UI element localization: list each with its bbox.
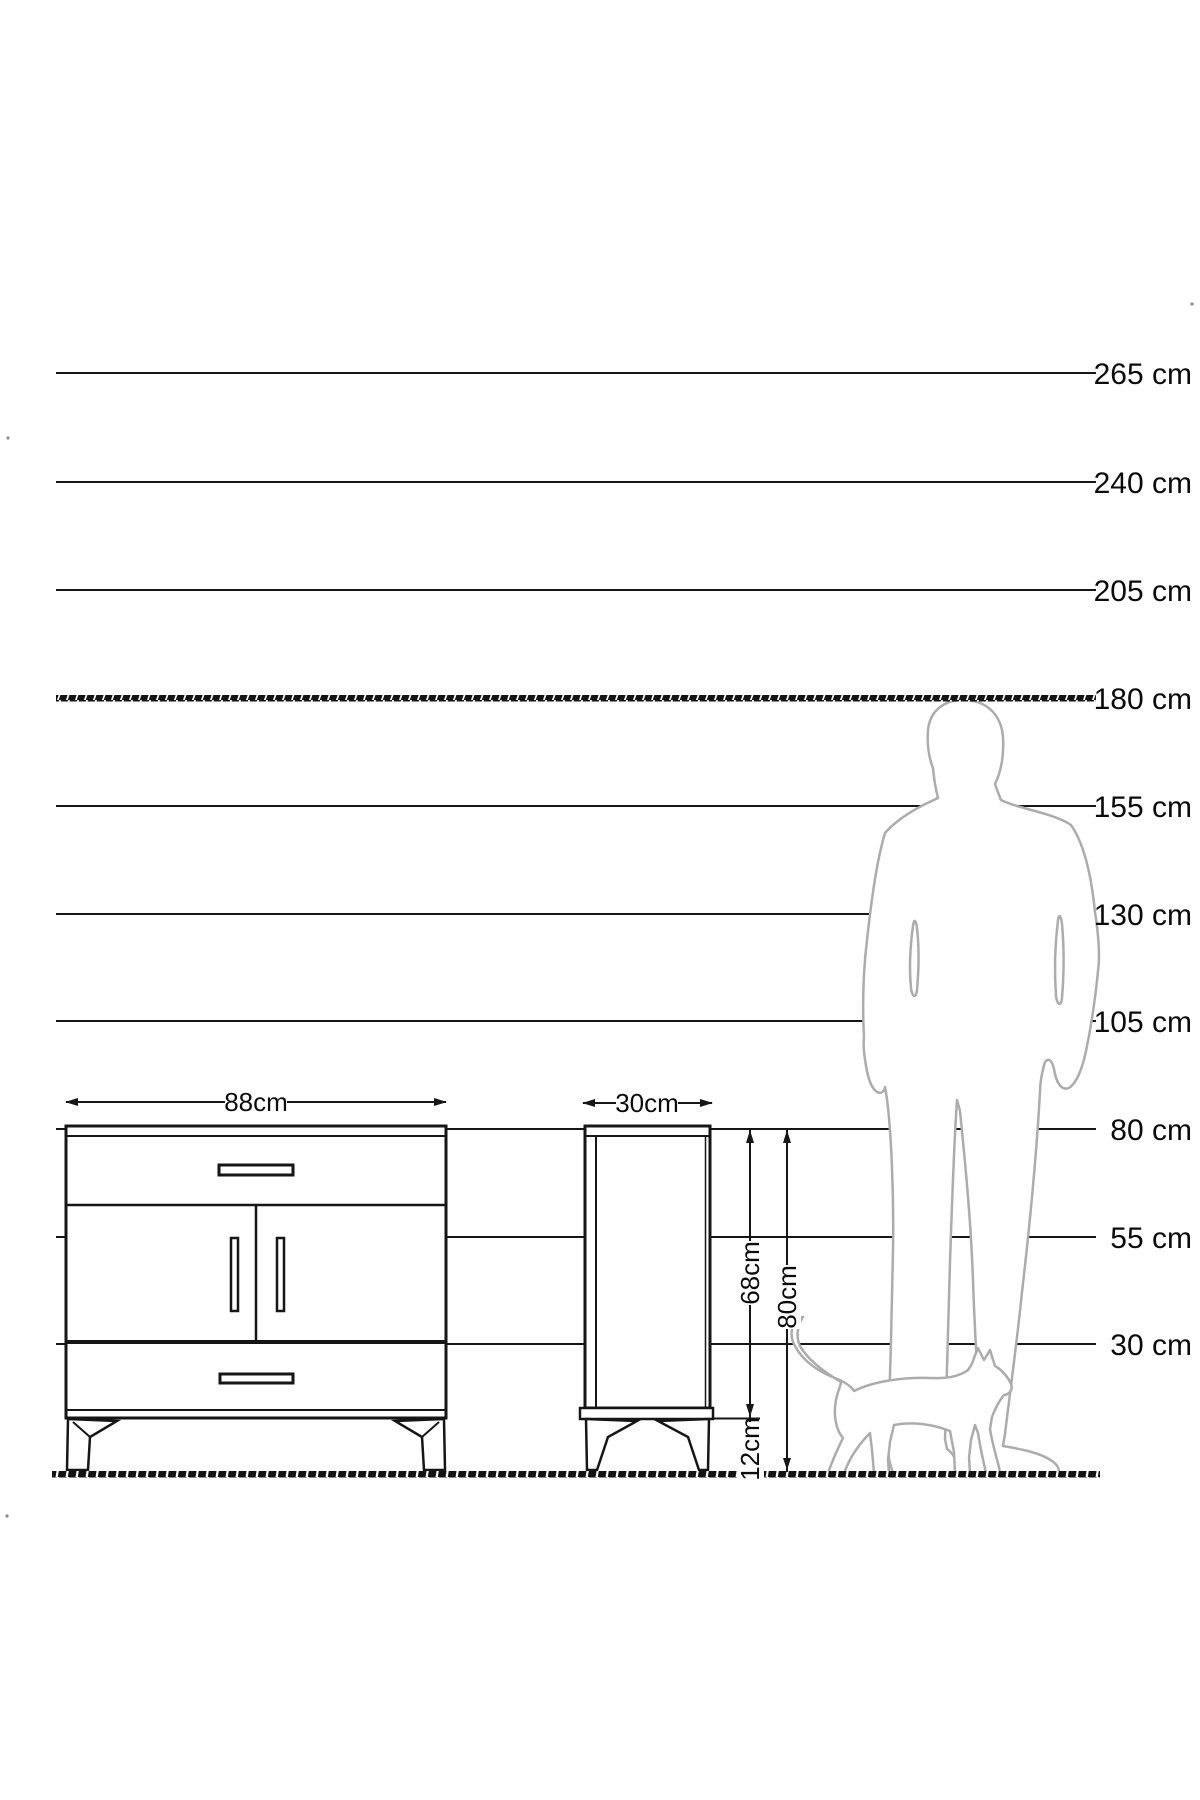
sideboard-top-drawer-handle <box>219 1165 293 1175</box>
scale-label-130: 130 cm <box>1093 899 1192 932</box>
speck-bottom-left <box>5 1514 8 1517</box>
dim-arrow-30cm-right <box>700 1099 713 1107</box>
dim-label-68cm: 68cm <box>735 1241 765 1305</box>
speck-top-right <box>1190 302 1193 305</box>
dim-arrow-68cm-bottom <box>746 1404 754 1417</box>
dim-arrow-68cm-top <box>746 1130 754 1143</box>
scale-label-265: 265 cm <box>1093 358 1192 391</box>
dim-label-30cm: 30cm <box>615 1088 679 1118</box>
scale-label-55: 55 cm <box>1110 1222 1192 1255</box>
scale-label-180: 180 cm <box>1093 683 1192 716</box>
cabinet-body <box>585 1126 710 1408</box>
ground-line-hatched <box>52 1471 1100 1478</box>
sideboard <box>66 1126 446 1470</box>
dim-arrow-30cm-left <box>582 1099 595 1107</box>
sideboard-right-leg <box>395 1419 445 1470</box>
scale-label-30: 30 cm <box>1110 1329 1192 1362</box>
scale-label-240: 240 cm <box>1093 467 1192 500</box>
sideboard-left-door-handle <box>231 1238 238 1311</box>
man-jacket-slit-left <box>910 921 919 996</box>
dim-arrow-88cm-right <box>434 1098 447 1106</box>
scale-label-80: 80 cm <box>1110 1114 1192 1147</box>
man-jacket-slit-right <box>1055 916 1064 1004</box>
dim-arrow-80cm-bottom <box>783 1458 791 1470</box>
scale-label-155: 155 cm <box>1093 791 1192 824</box>
narrow-cabinet <box>580 1126 713 1470</box>
cabinet-base-cap <box>580 1408 713 1419</box>
sideboard-right-door-handle <box>277 1238 284 1311</box>
sideboard-left-leg <box>67 1419 117 1470</box>
dim-arrow-80cm-top <box>783 1130 791 1143</box>
sideboard-bottom-drawer-handle <box>220 1374 293 1383</box>
dim-label-12cm: 12cm <box>735 1417 765 1481</box>
cabinet-left-leg <box>586 1419 637 1470</box>
height-scale-labels <box>1094 358 1192 1362</box>
line-180cm-hatched <box>56 695 1096 702</box>
cabinet-right-leg <box>658 1419 709 1470</box>
scale-label-105: 105 cm <box>1093 1006 1192 1039</box>
dim-label-88cm: 88cm <box>224 1087 288 1117</box>
scale-label-205: 205 cm <box>1093 575 1192 608</box>
dim-arrow-88cm-left <box>65 1098 78 1106</box>
dim-label-80cm: 80cm <box>772 1265 802 1329</box>
speck-top-left <box>6 436 9 439</box>
